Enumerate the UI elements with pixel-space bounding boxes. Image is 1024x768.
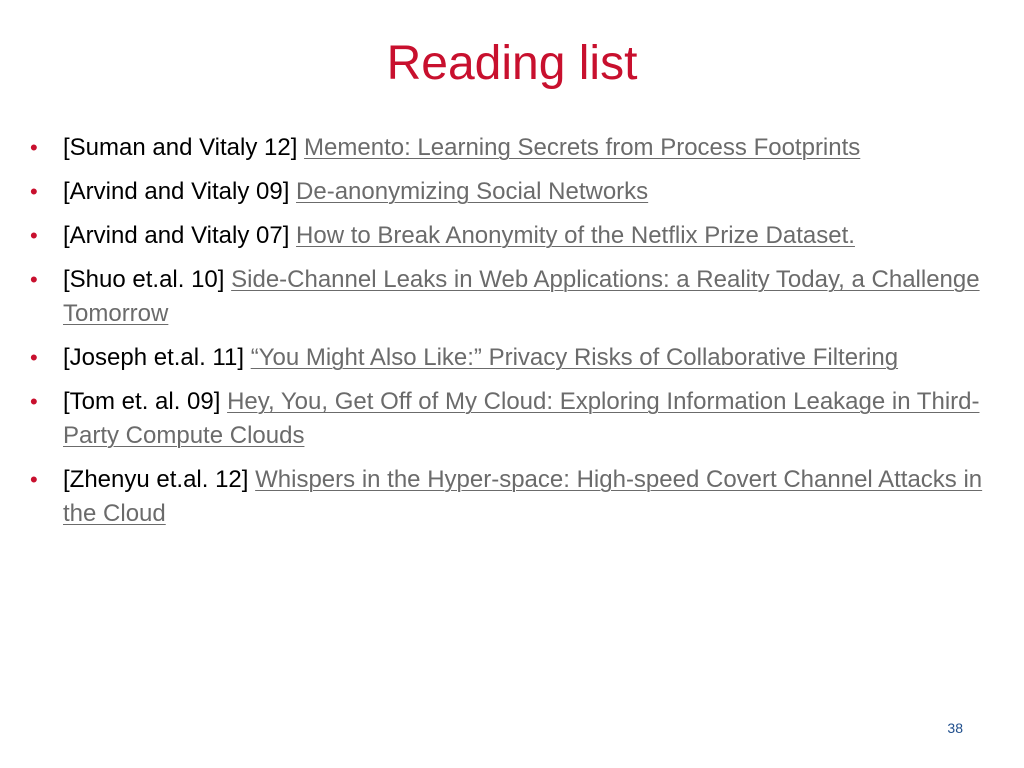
citation-ref: [Shuo et.al. 10]	[63, 266, 225, 293]
paper-link[interactable]: How to Break Anonymity of the Netflix Prize Dataset.	[296, 222, 855, 249]
list-item	[28, 341, 1003, 375]
bullet-icon: •	[30, 223, 38, 248]
paper-link[interactable]: Hey, You, Get Off of My Cloud: Exploring Information Leakage in Third-Party Compute Clouds	[63, 388, 980, 449]
list-item	[28, 175, 1003, 209]
list-item	[28, 463, 1003, 531]
list-item	[28, 219, 1003, 253]
slide-title: Reading list	[386, 37, 638, 90]
bullet-icon: •	[30, 267, 38, 292]
citation-ref: [Joseph et.al. 11]	[63, 344, 245, 371]
citation-ref: [Arvind and Vitaly 07]	[63, 222, 290, 249]
citation-ref: [Tom et. al. 09]	[63, 388, 221, 415]
list-item	[28, 385, 1003, 453]
paper-link[interactable]: De-anonymizing Social Networks	[296, 178, 649, 205]
paper-link[interactable]: Whispers in the Hyper-space: High-speed Covert Channel Attacks in the Cloud	[63, 466, 983, 527]
list-item	[28, 263, 1003, 331]
citation-ref: [Arvind and Vitaly 09]	[63, 178, 290, 205]
bullet-icon: •	[30, 179, 38, 204]
paper-link[interactable]: Memento: Learning Secrets from Process Footprints	[304, 134, 861, 161]
paper-link[interactable]: “You Might Also Like:” Privacy Risks of Collaborative Filtering	[250, 344, 899, 371]
reading-list	[28, 131, 1003, 541]
page-number: 38	[947, 720, 963, 736]
list-item	[28, 131, 1003, 165]
bullet-icon: •	[30, 467, 38, 492]
bullet-icon: •	[30, 135, 38, 160]
paper-link[interactable]: Side-Channel Leaks in Web Applications: a Reality Today, a Challenge Tomorrow	[63, 266, 980, 327]
bullet-icon: •	[30, 389, 38, 414]
citation-ref: [Zhenyu et.al. 12]	[63, 466, 249, 493]
citation-ref: [Suman and Vitaly 12]	[63, 134, 298, 161]
bullet-icon: •	[30, 345, 38, 370]
